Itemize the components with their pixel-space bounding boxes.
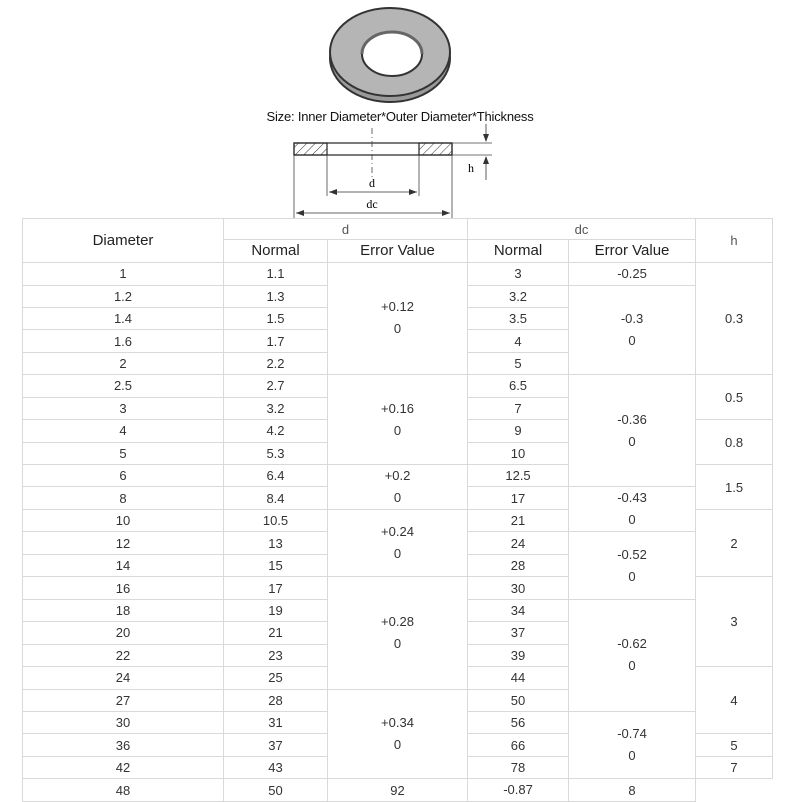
- dc-normal-cell: 30: [468, 577, 569, 599]
- d-error-lower: 0: [393, 321, 402, 337]
- h-cell: 3: [696, 577, 773, 667]
- d-error-lower: 0: [393, 546, 402, 562]
- header-d: d: [224, 219, 468, 240]
- d-error-upper: +0.28: [381, 613, 414, 629]
- dc-error-upper: -0.87: [503, 782, 533, 798]
- d-normal-cell: 43: [224, 756, 328, 778]
- diameter-cell: 42: [23, 756, 224, 778]
- header-dc: dc: [468, 219, 696, 240]
- d-normal-cell: 1.7: [224, 330, 328, 352]
- d-error-lower: 0: [393, 635, 402, 651]
- dc-normal-cell: 3.2: [468, 285, 569, 307]
- dc-normal-cell: 4: [468, 330, 569, 352]
- dc-normal-cell: 17: [468, 487, 569, 510]
- d-error-upper: +0.34: [381, 714, 414, 730]
- d-normal-cell: 19: [224, 599, 328, 621]
- d-error-cell: [328, 689, 468, 779]
- dc-normal-cell: 3.5: [468, 307, 569, 329]
- d-normal-cell: 28: [224, 689, 328, 711]
- dc-normal-cell: 37: [468, 622, 569, 644]
- d-dimension-label: d: [369, 176, 375, 190]
- h-cell: 0.3: [696, 262, 773, 375]
- d-normal-cell: 2.7: [224, 375, 328, 397]
- dc-normal-cell: 39: [468, 644, 569, 666]
- dc-normal-cell: 24: [468, 532, 569, 554]
- diameter-cell: 2: [23, 352, 224, 374]
- d-normal-cell: 17: [224, 577, 328, 599]
- dc-error-upper: -0.25: [617, 265, 647, 281]
- header-d-normal: Normal: [224, 240, 328, 263]
- diameter-cell: 1.2: [23, 285, 224, 307]
- dc-normal-cell: 56: [468, 711, 569, 733]
- d-normal-cell: 15: [224, 554, 328, 576]
- washer-size-table: [22, 218, 773, 802]
- d-normal-cell: 8.4: [224, 487, 328, 510]
- diameter-cell: 1.6: [23, 330, 224, 352]
- diameter-cell: 1: [23, 262, 224, 285]
- washer-section: [294, 124, 492, 218]
- dc-normal-cell: 78: [468, 756, 569, 778]
- diameter-cell: 16: [23, 577, 224, 599]
- header-d-error: Error Value: [328, 240, 468, 263]
- dc-normal-cell: 3: [468, 262, 569, 285]
- dc-normal-cell: 10: [468, 442, 569, 464]
- d-normal-cell: 5.3: [224, 442, 328, 464]
- d-error-upper: +0.16: [381, 400, 414, 416]
- dc-normal-cell: 7: [468, 397, 569, 419]
- diameter-cell: 3: [23, 397, 224, 419]
- h-cell: 0.5: [696, 375, 773, 420]
- d-error-cell: [328, 577, 468, 689]
- h-cell: 7: [696, 756, 773, 778]
- h-cell: 2: [696, 510, 773, 577]
- dc-error-cell: [569, 532, 696, 599]
- d-error-lower: 0: [393, 736, 402, 752]
- h-cell: 8: [569, 779, 696, 802]
- dc-normal-cell: 12.5: [468, 465, 569, 487]
- dc-normal-cell: 5: [468, 352, 569, 374]
- diameter-cell: 14: [23, 554, 224, 576]
- dc-error-upper: -0.36: [617, 411, 647, 427]
- h-dimension-label: h: [468, 161, 474, 175]
- d-normal-cell: 10.5: [224, 510, 328, 532]
- d-normal-cell: 31: [224, 711, 328, 733]
- header-diameter: Diameter: [23, 219, 224, 263]
- diameter-cell: 20: [23, 622, 224, 644]
- d-normal-cell: 25: [224, 667, 328, 689]
- diameter-cell: 36: [23, 734, 224, 756]
- dc-error-cell: [569, 487, 696, 532]
- d-normal-cell: 6.4: [224, 465, 328, 487]
- dc-normal-cell: 34: [468, 599, 569, 621]
- size-caption: Size: Inner Diameter*Outer Diameter*Thickness: [266, 109, 534, 124]
- dc-error-cell: [569, 599, 696, 711]
- h-cell: 0.8: [696, 420, 773, 465]
- diameter-cell: 12: [23, 532, 224, 554]
- d-error-cell: [328, 375, 468, 465]
- dc-error-lower: 0: [628, 568, 636, 584]
- dc-error-cell: [468, 779, 569, 802]
- header-h: h: [696, 219, 773, 263]
- dc-error-upper: -0.43: [617, 490, 647, 506]
- dc-error-upper: -0.52: [617, 546, 647, 562]
- d-normal-cell: 37: [224, 734, 328, 756]
- dc-error-upper: -0.62: [617, 636, 647, 652]
- d-normal-cell: 1.3: [224, 285, 328, 307]
- dc-normal-cell: 50: [468, 689, 569, 711]
- dc-normal-cell: 6.5: [468, 375, 569, 397]
- d-error-cell: [328, 465, 468, 510]
- dc-error-lower: 0: [628, 433, 636, 449]
- diameter-cell: 6: [23, 465, 224, 487]
- d-error-upper: +0.2: [384, 468, 411, 483]
- d-normal-cell: 50: [224, 779, 328, 802]
- diameter-cell: 24: [23, 667, 224, 689]
- dc-normal-cell: 28: [468, 554, 569, 576]
- dc-normal-cell: 44: [468, 667, 569, 689]
- d-error-upper: +0.12: [381, 299, 414, 315]
- dc-normal-cell: 21: [468, 510, 569, 532]
- d-error-lower: 0: [393, 422, 402, 438]
- d-normal-cell: 3.2: [224, 397, 328, 419]
- dc-dimension-label: dc: [366, 197, 378, 211]
- table-row: [23, 375, 773, 397]
- d-normal-cell: 2.2: [224, 352, 328, 374]
- dc-error-cell: [569, 285, 696, 375]
- dc-error-cell: [569, 262, 696, 285]
- diameter-cell: 8: [23, 487, 224, 510]
- d-normal-cell: 13: [224, 532, 328, 554]
- dc-error-upper: -0.3: [620, 310, 644, 326]
- washer-3d-icon: [330, 8, 450, 102]
- diameter-cell: 30: [23, 711, 224, 733]
- diameter-cell: 48: [23, 779, 224, 802]
- d-error-cell: [328, 510, 468, 577]
- d-normal-cell: 21: [224, 622, 328, 644]
- diameter-cell: 27: [23, 689, 224, 711]
- diameter-cell: 18: [23, 599, 224, 621]
- dc-error-cell: [569, 711, 696, 778]
- header-dc-normal: Normal: [468, 240, 569, 263]
- h-cell: 1.5: [696, 465, 773, 510]
- d-normal-cell: 4.2: [224, 420, 328, 442]
- dc-error-lower: 0: [628, 748, 636, 764]
- diameter-cell: 22: [23, 644, 224, 666]
- dc-normal-cell: 9: [468, 420, 569, 442]
- d-normal-cell: 1.5: [224, 307, 328, 329]
- diameter-cell: 4: [23, 420, 224, 442]
- dc-error-lower: 0: [628, 658, 636, 674]
- table-row: [23, 779, 773, 802]
- d-error-upper: +0.24: [381, 524, 414, 540]
- d-normal-cell: 23: [224, 644, 328, 666]
- d-error-lower: 0: [393, 490, 402, 505]
- diameter-cell: 10: [23, 510, 224, 532]
- table-row: [23, 262, 773, 285]
- h-cell: 5: [696, 734, 773, 756]
- diameter-cell: 5: [23, 442, 224, 464]
- d-error-cell: [328, 262, 468, 375]
- dc-error-cell: [569, 375, 696, 487]
- dc-error-upper: -0.74: [617, 726, 647, 742]
- dc-error-lower: 0: [628, 332, 636, 348]
- dc-normal-cell: 66: [468, 734, 569, 756]
- h-cell: 4: [696, 667, 773, 734]
- dc-normal-cell: 92: [328, 779, 468, 802]
- header-dc-error: Error Value: [569, 240, 696, 263]
- diameter-cell: 1.4: [23, 307, 224, 329]
- d-normal-cell: 1.1: [224, 262, 328, 285]
- dc-error-lower: 0: [628, 512, 636, 528]
- diameter-cell: 2.5: [23, 375, 224, 397]
